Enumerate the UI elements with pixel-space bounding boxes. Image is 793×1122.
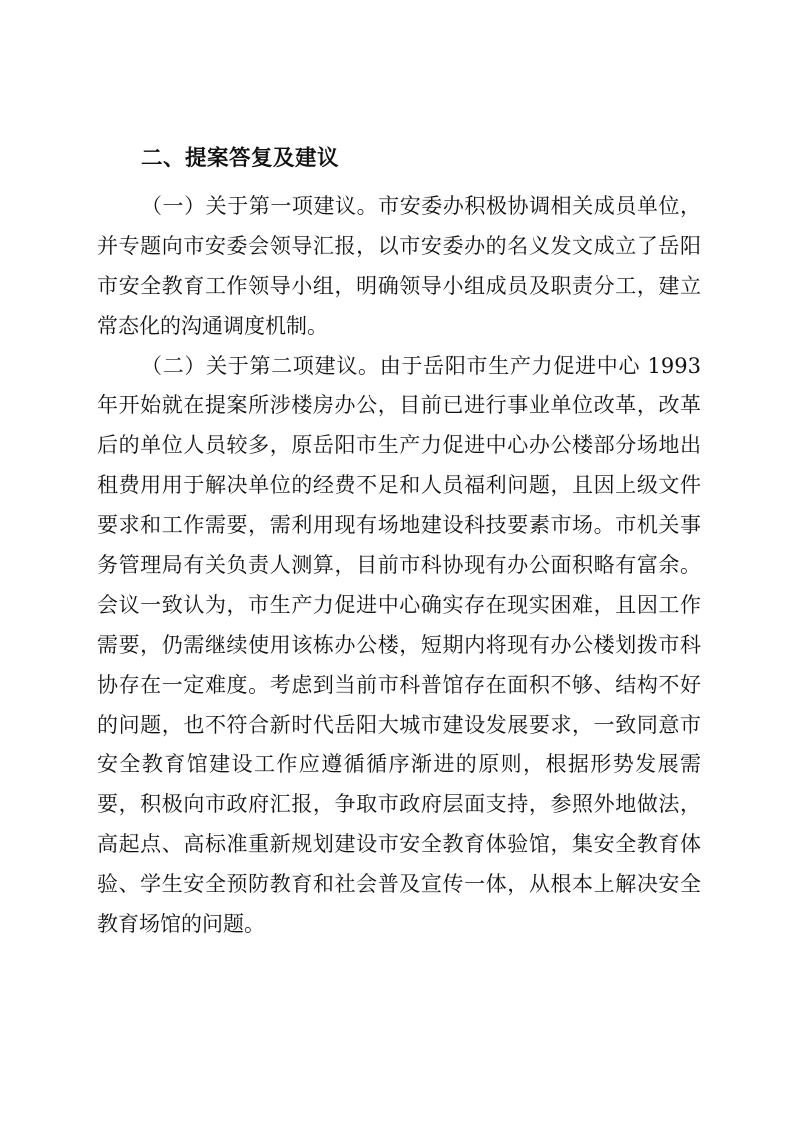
text-line: 需要，仍需继续使用该栋办公楼，短期内将现有办公楼划拨市科: [97, 632, 701, 657]
paragraph-suggestion-1: [97, 187, 701, 347]
text-line: 要，积极向市政府汇报，争取市政府层面支持，参照外地做法，: [97, 792, 701, 817]
text-line: 年开始就在提案所涉楼房办公，目前已进行事业单位改革，改革: [97, 393, 701, 418]
text-line: （二）关于第二项建议。由于岳阳市生产力促进中心 1993: [141, 353, 701, 378]
text-line: 要求和工作需要，需利用现有场地建设科技要素市场。市机关事: [97, 513, 701, 538]
section-heading: 二、提案答复及建议: [141, 146, 340, 171]
text-line: 常态化的沟通调度机制。: [97, 313, 328, 338]
text-line: 协存在一定难度。考虑到当前市科普馆存在面积不够、结构不好: [97, 672, 701, 697]
text-line: 验、学生安全预防教育和社会普及宣传一体，从根本上解决安全: [97, 872, 701, 897]
text-line: 会议一致认为，市生产力促进中心确实存在现实困难，且因工作: [97, 592, 701, 617]
text-line: 租费用用于解决单位的经费不足和人员福利问题，且因上级文件: [97, 473, 701, 498]
document-body: [97, 130, 701, 945]
text-line: 市安全教育工作领导小组，明确领导小组成员及职责分工，建立: [97, 273, 701, 298]
text-line: 的问题，也不符合新时代岳阳大城市建设发展要求，一致同意市: [97, 712, 701, 737]
text-line: 后的单位人员较多，原岳阳市生产力促进中心办公楼部分场地出: [97, 433, 701, 458]
text-line: 高起点、高标准重新规划建设市安全教育体验馆，集安全教育体: [97, 832, 701, 857]
text-line: （一）关于第一项建议。市安委办积极协调相关成员单位，: [141, 194, 701, 218]
text-line: 并专题向市安委会领导汇报，以市安委办的名义发文成立了岳阳: [97, 233, 701, 258]
paragraph-suggestion-2: [97, 347, 701, 945]
text-line: 安全教育馆建设工作应遵循循序渐进的原则，根据形势发展需: [97, 752, 701, 777]
text-line: 教育场馆的问题。: [97, 912, 265, 937]
text-line: 务管理局有关负责人测算，目前市科协现有办公面积略有富余。: [97, 553, 701, 578]
